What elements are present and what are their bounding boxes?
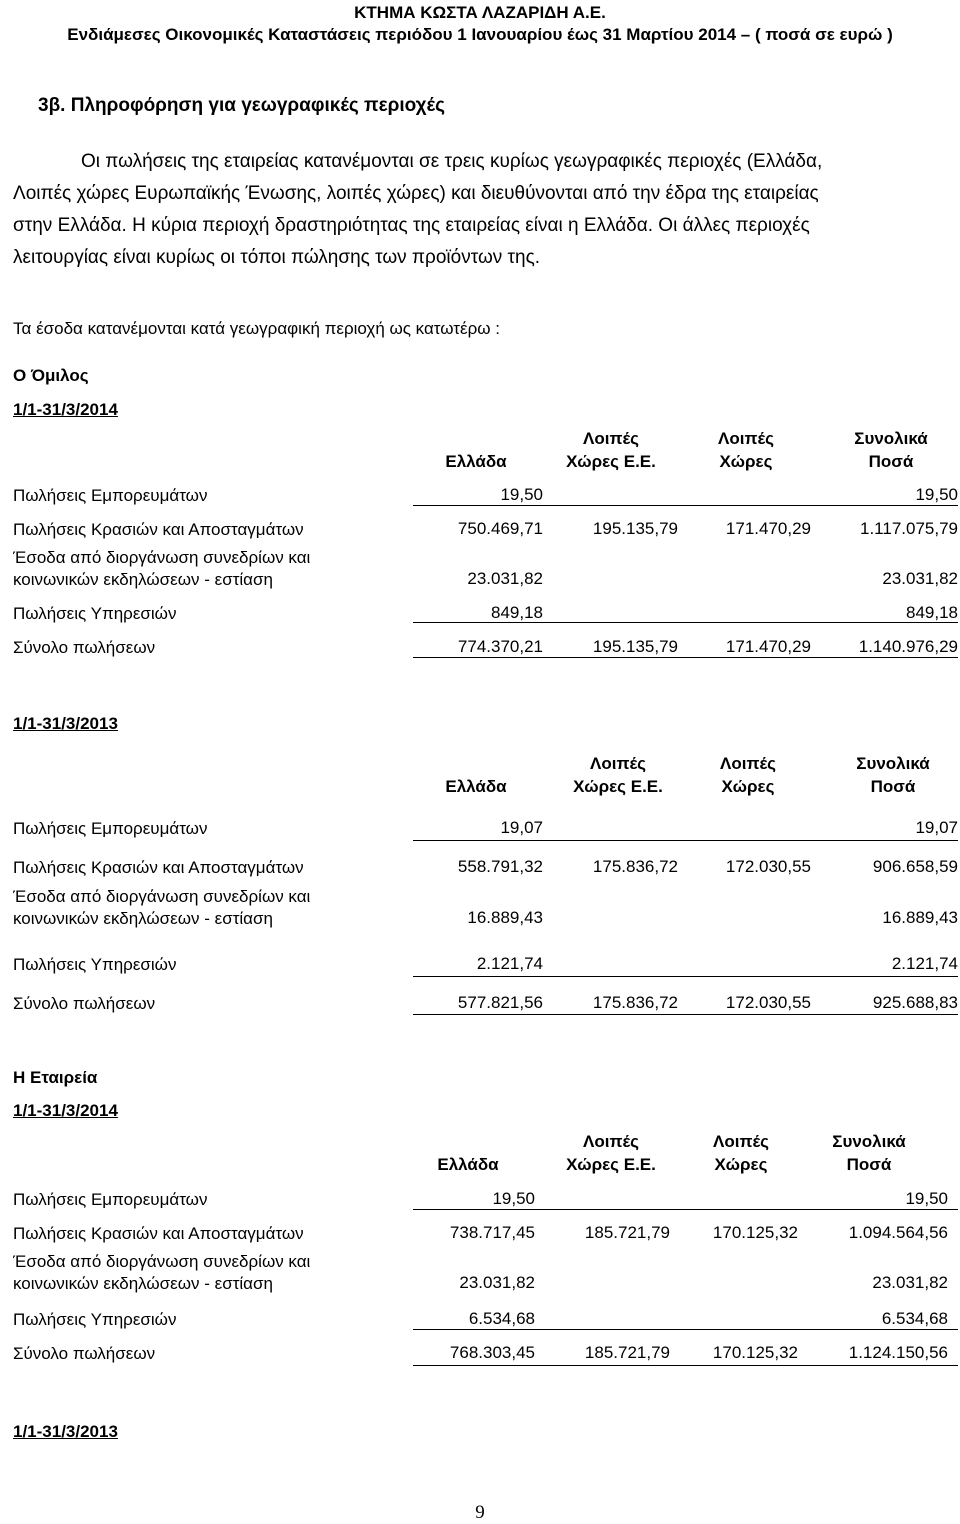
row-label-text: Πωλήσεις Υπηρεσιών bbox=[13, 604, 177, 623]
column-header-line: Ελλάδα bbox=[445, 452, 507, 471]
period-label: 1/1-31/3/2014 bbox=[13, 1101, 118, 1120]
row-label bbox=[13, 485, 207, 507]
table-rule bbox=[413, 505, 958, 506]
row-label bbox=[13, 1251, 310, 1295]
row-label-text: Σύνολο πωλήσεων bbox=[13, 1344, 156, 1363]
row-label-text: Πωλήσεις Κρασιών και Αποσταγμάτων bbox=[13, 520, 304, 539]
row-label-text: Πωλήσεις Υπηρεσιών bbox=[13, 955, 177, 974]
cell-other: 172.030,55 bbox=[725, 993, 811, 1012]
statement-subtitle: Ενδιάμεσες Οικονομικές Καταστάσεις περιόδου 1 Ιανουαρίου έως 31 Μαρτίου 2014 – ( ποσά σε ευρώ ) bbox=[67, 25, 893, 44]
cell-total: 849,18 bbox=[906, 603, 958, 622]
row-label-text: Σύνολο πωλήσεων bbox=[13, 638, 156, 657]
column-header-line: Λοιπές bbox=[718, 429, 774, 448]
cell-total: 23.031,82 bbox=[872, 1273, 948, 1292]
intro-text: Τα έσοδα κατανέμονται κατά γεωγραφική περιοχή ως κατωτέρω : bbox=[13, 319, 500, 338]
column-header-total bbox=[833, 752, 953, 798]
cell-other: 170.125,32 bbox=[712, 1343, 798, 1362]
paragraph-line: Οι πωλήσεις της εταιρείας κατανέμονται σε τρεις κυρίως γεωγραφικές περιοχές (Ελλάδα, bbox=[81, 151, 823, 172]
cell-total: 16.889,43 bbox=[882, 908, 958, 927]
table-rule bbox=[413, 1209, 958, 1210]
row-label bbox=[13, 1189, 207, 1211]
period-label: 1/1-31/3/2014 bbox=[13, 400, 118, 419]
cell-total: 1.117.075,79 bbox=[860, 519, 958, 538]
paragraph-line: λειτουργίας είναι κυρίως οι τόποι πώλησης των προϊόντων της. bbox=[13, 247, 541, 268]
column-header-line: Χώρες bbox=[714, 1155, 768, 1174]
column-header-total bbox=[809, 1130, 929, 1176]
row-label bbox=[13, 886, 310, 930]
cell-greece: 19,50 bbox=[500, 485, 543, 504]
cell-greece: 6.534,68 bbox=[468, 1309, 535, 1328]
column-header-other bbox=[686, 427, 806, 473]
cell-greece: 2.121,74 bbox=[476, 954, 543, 973]
row-label bbox=[13, 1223, 304, 1245]
row-label bbox=[13, 1309, 176, 1331]
table-rule bbox=[413, 840, 958, 841]
section-title: 3β. Πληροφόρηση για γεωγραφικές περιοχές bbox=[38, 95, 445, 116]
revenue-table-company-2014 bbox=[13, 1130, 958, 1363]
column-header-line: Ποσά bbox=[868, 452, 914, 471]
column-header-other-eu bbox=[558, 752, 678, 798]
page-number: 9 bbox=[475, 1502, 485, 1523]
cell-total: 19,07 bbox=[915, 818, 958, 837]
cell-greece: 849,18 bbox=[491, 603, 543, 622]
table-rule bbox=[413, 1014, 958, 1015]
column-header-line: Ποσά bbox=[846, 1155, 892, 1174]
cell-eu: 175.836,72 bbox=[592, 857, 678, 876]
cell-other: 172.030,55 bbox=[725, 857, 811, 876]
cell-greece: 19,50 bbox=[492, 1189, 535, 1208]
row-label bbox=[13, 857, 304, 879]
row-label bbox=[13, 637, 155, 659]
row-label bbox=[13, 519, 304, 541]
cell-total: 1.094.564,56 bbox=[848, 1223, 948, 1242]
column-header-line: Λοιπές bbox=[583, 1132, 639, 1151]
column-header-line: Συνολικά bbox=[832, 1132, 906, 1151]
column-header-line: Λοιπές bbox=[590, 754, 646, 773]
column-header-other-eu bbox=[551, 1130, 671, 1176]
column-header-line: Λοιπές bbox=[720, 754, 776, 773]
table-header bbox=[13, 427, 958, 477]
cell-total: 1.124.150,56 bbox=[848, 1343, 948, 1362]
period-label: 1/1-31/3/2013 bbox=[13, 714, 118, 733]
row-label-text: Πωλήσεις Εμπορευμάτων bbox=[13, 486, 208, 505]
cell-other: 171.470,29 bbox=[725, 519, 811, 538]
cell-greece: 16.889,43 bbox=[467, 908, 543, 927]
cell-total: 906.658,59 bbox=[872, 857, 958, 876]
cell-total: 2.121,74 bbox=[891, 954, 958, 973]
column-header-line: Χώρες Ε.Ε. bbox=[566, 452, 656, 471]
cell-greece: 768.303,45 bbox=[449, 1343, 535, 1362]
table-header bbox=[13, 752, 958, 802]
cell-greece: 774.370,21 bbox=[457, 637, 543, 656]
cell-eu: 195.135,79 bbox=[592, 519, 678, 538]
column-header-other-eu bbox=[551, 427, 671, 473]
row-label-text: Πωλήσεις Κρασιών και Αποσταγμάτων bbox=[13, 1224, 304, 1243]
cell-greece: 738.717,45 bbox=[449, 1223, 535, 1242]
column-header-other bbox=[688, 752, 808, 798]
paragraph-line: στην Ελλάδα. Η κύρια περιοχή δραστηριότητας της εταιρείας είναι η Ελλάδα. Οι άλλες περιοχές bbox=[13, 215, 810, 236]
company-name: ΚΤΗΜΑ ΚΩΣΤΑ ΛΑΖΑΡΙΔΗ Α.Ε. bbox=[354, 3, 606, 22]
row-label-text: κοινωνικών εκδηλώσεων - εστίαση bbox=[13, 1274, 273, 1293]
column-header-total bbox=[831, 427, 951, 473]
row-label-text: Έσοδα από διοργάνωση συνεδρίων και bbox=[13, 548, 311, 567]
column-header-line: Χώρες bbox=[721, 777, 775, 796]
column-header-line: Συνολικά bbox=[856, 754, 930, 773]
cell-eu: 195.135,79 bbox=[592, 637, 678, 656]
row-label-text: κοινωνικών εκδηλώσεων - εστίαση bbox=[13, 570, 273, 589]
column-header-greece bbox=[416, 427, 536, 473]
table-rule bbox=[413, 622, 958, 623]
cell-other: 170.125,32 bbox=[712, 1223, 798, 1242]
table-rule bbox=[413, 1329, 958, 1330]
cell-other: 171.470,29 bbox=[725, 637, 811, 656]
column-header-line: Χώρες Ε.Ε. bbox=[566, 1155, 656, 1174]
column-header-line: Ελλάδα bbox=[437, 1155, 499, 1174]
row-label-text: Πωλήσεις Εμπορευμάτων bbox=[13, 819, 208, 838]
row-label-text: κοινωνικών εκδηλώσεων - εστίαση bbox=[13, 909, 273, 928]
column-header-line: Συνολικά bbox=[854, 429, 928, 448]
column-header-line: Χώρες Ε.Ε. bbox=[573, 777, 663, 796]
cell-greece: 577.821,56 bbox=[457, 993, 543, 1012]
paragraph-line: Λοιπές χώρες Ευρωπαϊκής Ένωσης, λοιπές χώρες) και διευθύνονται από την έδρα της εταιρείας bbox=[13, 183, 819, 204]
row-label bbox=[13, 993, 155, 1015]
period-label: 1/1-31/3/2013 bbox=[13, 1422, 118, 1441]
row-label bbox=[13, 1343, 155, 1365]
group-label: Ο Όμιλος bbox=[13, 366, 89, 385]
cell-eu: 175.836,72 bbox=[592, 993, 678, 1012]
revenue-table-group-2013 bbox=[13, 752, 958, 1013]
column-header-line: Χώρες bbox=[719, 452, 773, 471]
column-header-line: Ελλάδα bbox=[445, 777, 507, 796]
table-rule bbox=[413, 657, 958, 658]
column-header-line: Λοιπές bbox=[583, 429, 639, 448]
company-label: Η Εταιρεία bbox=[13, 1068, 98, 1087]
row-label-text: Έσοδα από διοργάνωση συνεδρίων και bbox=[13, 887, 311, 906]
row-label-text: Έσοδα από διοργάνωση συνεδρίων και bbox=[13, 1252, 311, 1271]
column-header-line: Λοιπές bbox=[713, 1132, 769, 1151]
row-label-text: Πωλήσεις Κρασιών και Αποσταγμάτων bbox=[13, 858, 304, 877]
column-header-greece bbox=[408, 1130, 528, 1176]
row-label-text: Πωλήσεις Υπηρεσιών bbox=[13, 1310, 177, 1329]
cell-greece: 23.031,82 bbox=[459, 1273, 535, 1292]
row-label bbox=[13, 547, 310, 591]
cell-total: 19,50 bbox=[915, 485, 958, 504]
cell-eu: 185.721,79 bbox=[584, 1343, 670, 1362]
column-header-greece bbox=[416, 752, 536, 798]
cell-eu: 185.721,79 bbox=[584, 1223, 670, 1242]
cell-greece: 19,07 bbox=[500, 818, 543, 837]
column-header-line: Ποσά bbox=[870, 777, 916, 796]
table-rule bbox=[413, 976, 958, 977]
cell-total: 23.031,82 bbox=[882, 569, 958, 588]
row-label-text: Πωλήσεις Εμπορευμάτων bbox=[13, 1190, 208, 1209]
row-label bbox=[13, 818, 207, 840]
table-header bbox=[13, 1130, 958, 1180]
row-label bbox=[13, 954, 176, 976]
cell-greece: 750.469,71 bbox=[457, 519, 543, 538]
row-label bbox=[13, 603, 176, 625]
cell-total: 6.534,68 bbox=[881, 1309, 948, 1328]
revenue-table-group-2014 bbox=[13, 427, 958, 657]
column-header-other bbox=[681, 1130, 801, 1176]
row-label-text: Σύνολο πωλήσεων bbox=[13, 994, 156, 1013]
cell-greece: 558.791,32 bbox=[457, 857, 543, 876]
cell-greece: 23.031,82 bbox=[467, 569, 543, 588]
cell-total: 925.688,83 bbox=[872, 993, 958, 1012]
section-paragraph bbox=[13, 146, 953, 274]
cell-total: 1.140.976,29 bbox=[858, 637, 958, 656]
table-rule bbox=[413, 1365, 958, 1366]
cell-total: 19,50 bbox=[905, 1189, 948, 1208]
